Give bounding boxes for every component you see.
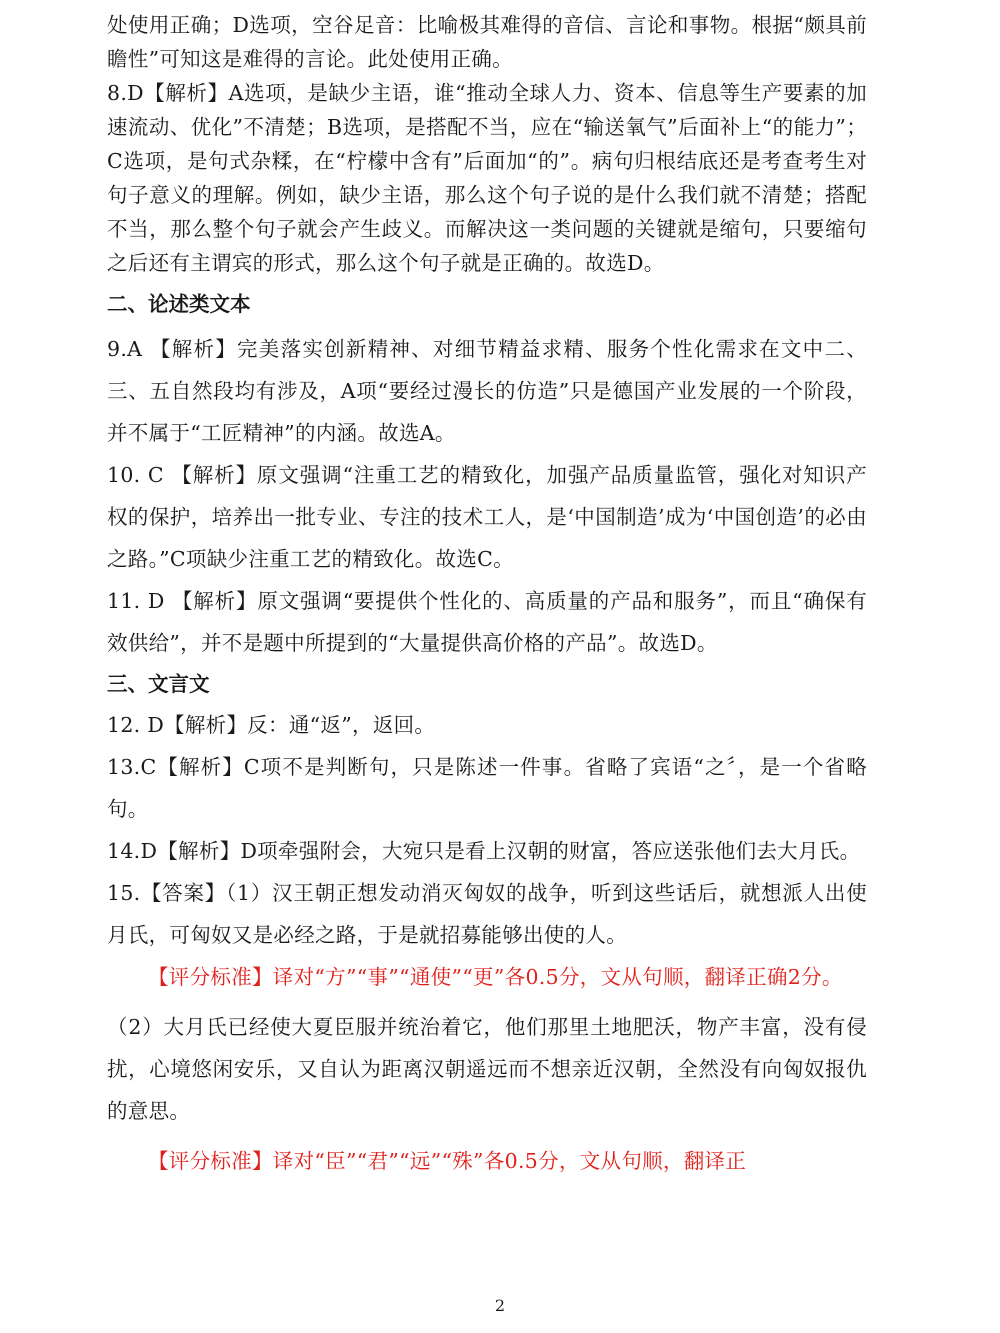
document-page <box>107 8 867 1182</box>
answer-14: 14.D【解析】D项牵强附会，大宛只是看上汉朝的财富，答应送张他们去大月氏。 <box>107 839 861 863</box>
scoring-standard-1: 【评分标准】译对“方”“事”“通使”“更”各0.5分，文从句顺，翻译正确2分。 <box>148 965 843 989</box>
answer-10: 10. C 【解析】原文强调“注重工艺的精致化，加强产品质量监管，强化对知识产权的保护，培养出一批专业、专注的技术工人，是‘中国制造’成为‘中国创造’的必由之路。”C项缺少注重工艺的精致化。故选C。 <box>107 463 867 571</box>
answer-15-part-2: （2）大月氏已经使大夏臣服并统治着它，他们那里土地肥沃，物产丰富，没有侵扰，心境悠闲安乐，又自认为距离汉朝遥远而不想亲近汉朝，全然没有向匈奴报仇的意思。 <box>107 1015 867 1123</box>
answer-15-part-1: 15.【答案】（1）汉王朝正想发动消灭匈奴的战争，听到这些话后，就想派人出使月氏，可匈奴又是必经之路，于是就招募能够出使的人。 <box>107 881 867 947</box>
scoring-standard-2: 【评分标准】译对“臣”“君”“远”“殊”各0.5分，文从句顺，翻译正 <box>148 1149 747 1173</box>
section-heading-argumentative: 二、论述类文本 <box>107 292 251 316</box>
answer-9: 9.A 【解析】完美落实创新精神、对细节精益求精、服务个性化需求在文中二、三、五自然段均有涉及，A项“要经过漫长的仿造”只是德国产业发展的一个阶段，并不属于“工匠精神”的内涵。故选A。 <box>107 337 867 445</box>
answer-12: 12. D【解析】反：通“返”，返回。 <box>107 713 436 737</box>
answer-13: 13.C【解析】C项不是判断句，只是陈述一件事。省略了宾语“之〞，是一个省略句。 <box>107 755 867 821</box>
paragraph-d-option-continued: 处使用正确；D选项，空谷足音：比喻极其难得的音信、言论和事物。根据“颇具前瞻性”可知这是难得的言论。此处使用正确。 <box>107 13 867 71</box>
page-number: 2 <box>494 1296 506 1315</box>
answer-11: 11. D 【解析】原文强调“要提供个性化的、高质量的产品和服务”，而且“确保有效供给”，并不是题中所提到的“大量提供高价格的产品”。故选D。 <box>107 589 867 655</box>
answer-8: 8.D【解析】A选项，是缺少主语，谁“推动全球人力、资本、信息等生产要素的加速流动、优化”不清楚；B选项，是搭配不当，应在“输送氧气”后面补上“的能力”；C选项，是句式杂糅，在“柠檬中含有”后面加“的”。病句归根结底还是考查考生对句子意义的理解。例如，缺少主语，那么这个句子说的是什么我们就不清楚；搭配不当，那么整个句子就会产生歧义。而解决这一类问题的关键就是缩句，只要缩句之后还有主谓宾的形式，那么这个句子就是正确的。故选D。 <box>107 81 867 275</box>
section-heading-classical-chinese: 三、文言文 <box>107 672 210 696</box>
